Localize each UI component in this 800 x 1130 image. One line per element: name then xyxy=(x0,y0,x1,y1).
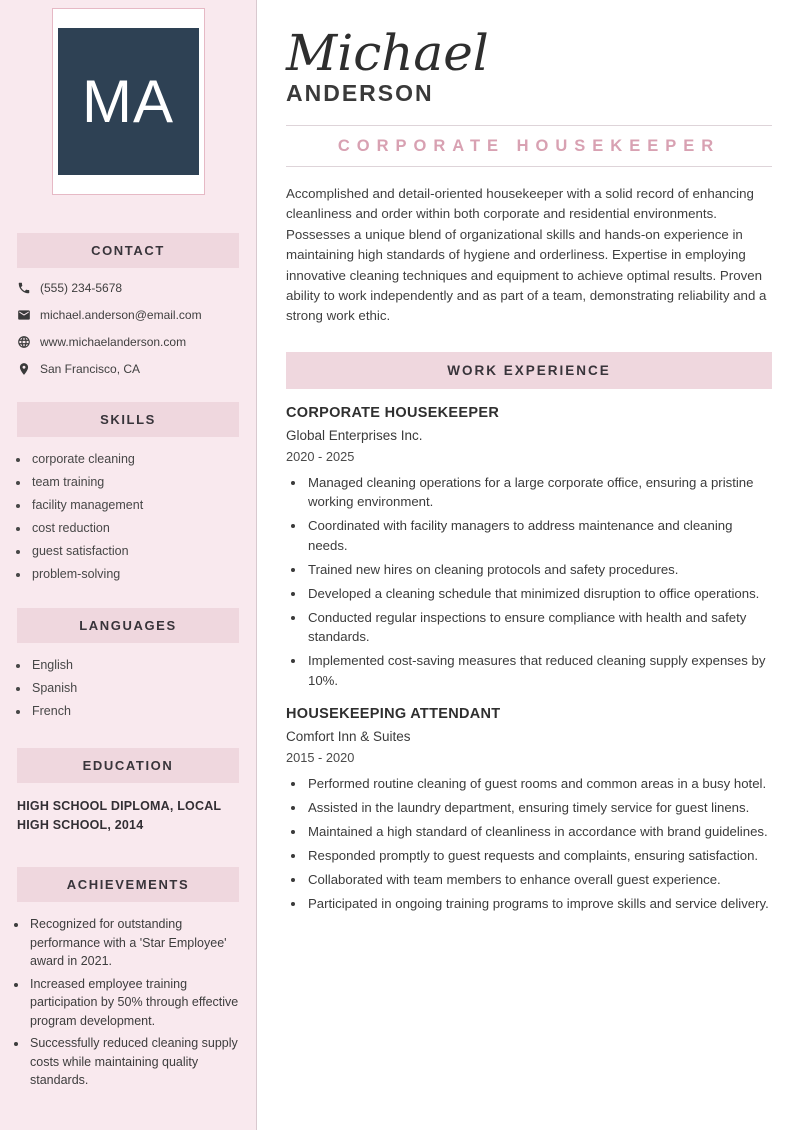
job-bullet: • Collaborated with team members to enhance overall guest experience. xyxy=(306,870,772,890)
website-url: www.michaelanderson.com xyxy=(40,335,187,349)
job-role: HOUSEKEEPING ATTENDANT xyxy=(286,706,501,723)
job-bullets xyxy=(286,774,772,914)
skill-item: • guest satisfaction xyxy=(30,540,239,563)
skill-item: • facility management xyxy=(30,494,239,517)
job-bullet: • Responded promptly to guest requests and complaints, ensuring satisfaction. xyxy=(306,846,772,866)
divider xyxy=(286,166,772,167)
sidebar xyxy=(0,0,257,1130)
contact-row-email xyxy=(17,308,239,322)
work-experience-header: WORK EXPERIENCE xyxy=(286,352,772,389)
job-bullet: • Maintained a high standard of cleanliness in accordance with brand guidelines. xyxy=(306,822,772,842)
job-role: CORPORATE HOUSEKEEPER xyxy=(286,404,500,421)
job-bullet: • Conducted regular inspections to ensure compliance with health and safety standards. xyxy=(306,608,772,647)
phone-number: (555) 234-5678 xyxy=(40,281,123,295)
skill-item: • cost reduction xyxy=(30,517,239,540)
last-name: ANDERSON xyxy=(286,80,434,106)
contact-list xyxy=(17,281,239,376)
monogram-initials: MA xyxy=(58,28,199,175)
education-section-header: EDUCATION xyxy=(17,748,239,783)
job-bullet: • Performed routine cleaning of guest rooms and common areas in a busy hotel. xyxy=(306,774,772,794)
job-dates: 2015 - 2020 xyxy=(286,750,355,766)
language-item: • Spanish xyxy=(30,677,239,700)
job-company: Comfort Inn & Suites xyxy=(286,729,411,745)
education-entry: HIGH SCHOOL DIPLOMA, LOCAL HIGH SCHOOL, 2014 xyxy=(17,799,222,832)
job-company: Global Enterprises Inc. xyxy=(286,427,423,443)
skill-item: • corporate cleaning xyxy=(30,448,239,471)
first-name: Michael xyxy=(286,24,489,82)
job-bullet: • Managed cleaning operations for a large corporate office, ensuring a pristine working environment. xyxy=(306,473,772,512)
monogram-frame xyxy=(52,8,205,195)
job-block xyxy=(286,405,772,691)
job-bullet: • Trained new hires on cleaning protocols and safety procedures. xyxy=(306,560,772,580)
job-dates: 2020 - 2025 xyxy=(286,448,355,464)
skill-item: • team training xyxy=(30,471,239,494)
skill-item: • problem-solving xyxy=(30,563,239,586)
achievement-item: • Increased employee training participation by 50% through effective program development. xyxy=(28,975,242,1031)
location-icon xyxy=(17,362,31,376)
language-item: • English xyxy=(30,654,239,677)
languages-list xyxy=(0,654,256,723)
job-bullet: • Developed a cleaning schedule that minimized disruption to office operations. xyxy=(306,584,772,604)
language-item: • French xyxy=(30,700,239,723)
contact-row-location xyxy=(17,362,239,376)
phone-icon xyxy=(17,281,31,295)
languages-section-header: LANGUAGES xyxy=(17,608,239,643)
email-icon xyxy=(17,308,31,322)
summary-text: Accomplished and detail-oriented housekeeper with a solid record of enhancing cleanliness and order within both corporate and residential environments. Possesses a unique blend of organizational skills and hands-on experience in maintaining high standards of hygiene and orderliness. Expertise in employing innovative cleaning techniques and equipment to achieve optimal results. Proven ability to work independently and as part of a team, demonstrating reliability and a strong work ethic. xyxy=(286,186,767,324)
job-bullet: • Participated in ongoing training programs to improve skills and service delivery. xyxy=(306,894,772,914)
contact-row-website xyxy=(17,335,239,349)
skills-list xyxy=(0,448,256,586)
location-text: San Francisco, CA xyxy=(40,362,141,376)
achievement-item: • Successfully reduced cleaning supply costs while maintaining quality standards. xyxy=(28,1034,242,1090)
job-bullet: • Implemented cost-saving measures that reduced cleaning supply expenses by 10%. xyxy=(306,651,772,690)
job-block xyxy=(286,706,772,914)
globe-icon xyxy=(17,335,31,349)
contact-row-phone xyxy=(17,281,239,295)
achievement-item: • Recognized for outstanding performance with a 'Star Employee' award in 2021. xyxy=(28,915,242,971)
achievements-section-header: ACHIEVEMENTS xyxy=(17,867,239,902)
job-bullets xyxy=(286,473,772,691)
job-title: CORPORATE HOUSEKEEPER xyxy=(337,137,721,155)
contact-section-header: CONTACT xyxy=(17,233,239,268)
job-bullet: • Coordinated with facility managers to address maintenance and cleaning needs. xyxy=(306,516,772,555)
email-address: michael.anderson@email.com xyxy=(40,308,202,322)
skills-section-header: SKILLS xyxy=(17,402,239,437)
achievements-list xyxy=(0,915,256,1090)
main-content xyxy=(257,0,800,1130)
job-bullet: • Assisted in the laundry department, ensuring timely service for guest linens. xyxy=(306,798,772,818)
